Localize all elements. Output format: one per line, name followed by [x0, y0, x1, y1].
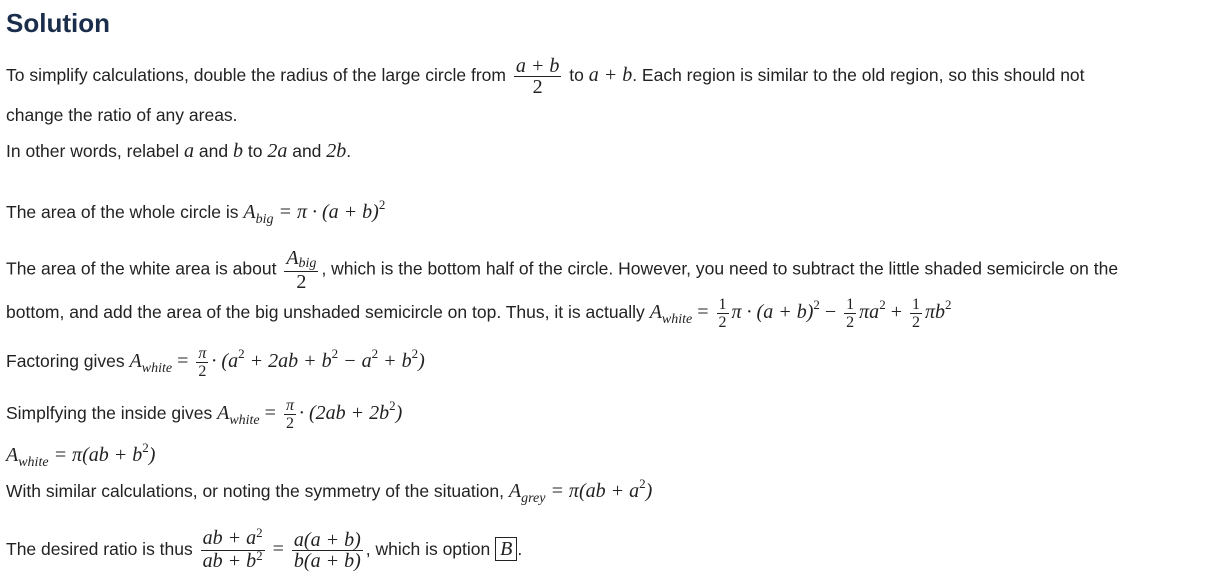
math-expression: ab + a	[202, 527, 257, 549]
numerator: a(a + b)	[293, 529, 361, 551]
math-operator: =	[172, 350, 194, 373]
subscript: big	[255, 212, 274, 227]
numerator: 1	[911, 296, 920, 313]
paragraph-white-area	[6, 248, 1118, 292]
text: The desired ratio is thus	[6, 539, 193, 560]
paragraph-relabel-intro	[6, 56, 1085, 97]
fraction-a-plus-b-over-2	[514, 56, 562, 97]
math-operator: +	[885, 301, 907, 324]
text: and	[198, 141, 229, 161]
superscript: 2	[331, 346, 339, 362]
math-expression: + 2ab + b	[244, 350, 332, 373]
denominator: 2	[911, 314, 920, 331]
math-expression: + b	[378, 350, 412, 373]
paragraph-whole-circle-area	[6, 197, 386, 227]
numerator: π	[285, 397, 294, 414]
numerator: π	[198, 345, 207, 362]
math-var: 2b	[326, 140, 347, 162]
answer-box: B	[495, 537, 517, 561]
math-expression: π · (a + b)	[731, 301, 814, 324]
numerator	[284, 248, 318, 272]
math-var: A	[649, 301, 662, 324]
text: To simplify calculations, double the radius of the large circle from	[6, 65, 506, 86]
fraction-one-half	[717, 296, 729, 331]
math-operator: =	[692, 301, 714, 324]
superscript: 2	[813, 297, 820, 313]
text: to	[569, 65, 584, 86]
math-var: b	[232, 140, 243, 162]
math-operator: =	[267, 538, 289, 561]
math-expression: πb	[924, 301, 945, 324]
denominator	[201, 548, 265, 573]
math-operator: −	[819, 301, 842, 324]
math-var: A	[6, 444, 19, 466]
subscript: white	[18, 455, 49, 470]
superscript: 2	[378, 197, 386, 212]
superscript: 2	[389, 398, 396, 414]
text: With similar calculations, or noting the symmetry of the situation,	[6, 481, 504, 501]
solution-heading: Solution	[6, 8, 110, 38]
math-var: A	[286, 247, 299, 269]
numerator: 1	[718, 296, 727, 313]
subscript: white	[661, 312, 693, 328]
fraction-one-half	[910, 296, 922, 331]
text: , which is option	[365, 539, 491, 560]
fraction-pi-over-2	[284, 397, 296, 432]
math-var: a	[184, 140, 195, 162]
denominator: 2	[296, 271, 307, 293]
text: Factoring gives	[6, 351, 125, 372]
superscript: 2	[371, 346, 379, 362]
math-var: 2a	[267, 140, 288, 162]
superscript: 2	[879, 297, 886, 313]
math-expression: = π · (a + b)	[273, 201, 379, 223]
denominator: 2	[846, 314, 855, 331]
paragraph-factoring	[6, 345, 425, 380]
text: The area of the white area is about	[6, 258, 277, 279]
math-expression: )	[148, 444, 156, 466]
text: to	[247, 141, 263, 161]
math-expression: · (a	[211, 350, 239, 373]
math-var: A	[243, 201, 256, 223]
paragraph-white-area-continued	[6, 296, 952, 331]
denominator: b(a + b)	[293, 550, 361, 572]
math-var: A	[217, 402, 230, 425]
fraction-pi-over-2	[196, 345, 208, 380]
paragraph-continuation: change the ratio of any areas.	[6, 105, 238, 125]
numerator: 1	[846, 296, 855, 313]
math-expression: = π(ab + b	[48, 444, 143, 466]
math-expression: a + b	[588, 64, 633, 87]
denominator: 2	[198, 363, 207, 380]
fraction-ratio-right	[292, 530, 363, 571]
math-expression: = π(ab + a	[545, 480, 640, 502]
fraction-ratio-left	[201, 525, 265, 573]
text: bottom, and add the area of the big unshaded semicircle on top. Thus, it is actually	[6, 302, 645, 323]
subscript: grey	[521, 491, 546, 506]
denominator: 2	[718, 314, 727, 331]
paragraph-white-area-result	[6, 440, 156, 470]
text: .	[346, 141, 352, 161]
math-expression: )	[418, 350, 425, 373]
paragraph-relabel	[6, 140, 351, 162]
paragraph-final-ratio	[6, 525, 523, 573]
text: , which is the bottom half of the circle. However, you need to subtract the little shaded semicircle on the	[321, 258, 1119, 279]
math-operator: =	[259, 402, 281, 425]
subscript: white	[229, 413, 260, 429]
superscript: 2	[256, 548, 263, 563]
math-var: A	[129, 350, 142, 373]
superscript: 2	[238, 346, 245, 362]
paragraph-simplifying	[6, 397, 402, 432]
denominator: 2	[532, 76, 543, 98]
superscript: 2	[256, 525, 263, 540]
numerator: a + b	[515, 55, 560, 77]
text: In other words, relabel	[6, 141, 180, 161]
denominator: 2	[285, 415, 294, 432]
subscript: big	[298, 256, 317, 271]
superscript: 2	[142, 440, 149, 455]
text: The area of the whole circle is	[6, 202, 239, 222]
math-expression: · (2ab + 2b	[298, 402, 390, 425]
text: and	[292, 141, 322, 161]
subscript: white	[141, 361, 173, 377]
fraction-a-big-over-2	[284, 248, 318, 292]
superscript: 2	[411, 346, 419, 362]
math-expression: πa	[859, 301, 880, 324]
math-expression: − a	[338, 350, 372, 373]
math-expression: )	[645, 480, 653, 502]
superscript: 2	[945, 297, 952, 313]
text: . Each region is similar to the old region, so this should not	[632, 65, 1085, 86]
math-var: A	[508, 480, 522, 502]
math-expression: )	[395, 402, 403, 425]
superscript: 2	[639, 476, 646, 491]
math-expression: ab + b	[202, 550, 257, 572]
text: Simplfying the inside gives	[6, 403, 213, 424]
paragraph-grey-area	[6, 476, 653, 506]
text: .	[517, 539, 523, 560]
fraction-one-half	[844, 296, 856, 331]
